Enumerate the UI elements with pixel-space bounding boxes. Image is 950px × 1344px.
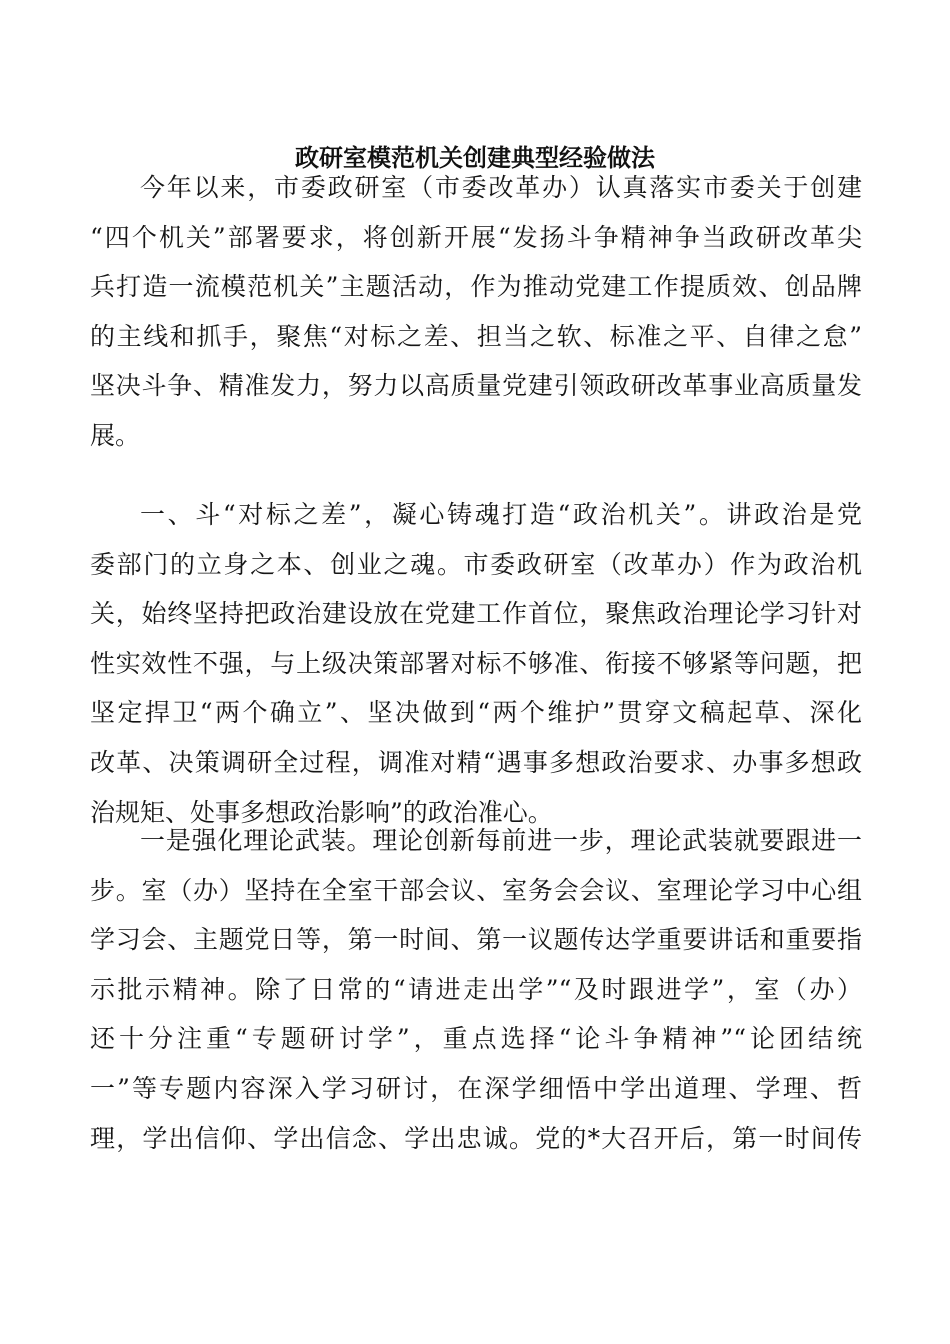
text-line: 今年以来，市委政研室（市委改革办）认真落实市委关于创建 bbox=[140, 173, 862, 202]
text-line: 坚定捍卫“两个确立”、坚决做到“两个维护”贯穿文稿起草、深化 bbox=[90, 698, 862, 728]
text-line: 改革、决策调研全过程，调准对精“遇事多想政治要求、办事多想政 bbox=[90, 747, 862, 777]
text-line: 还十分注重“专题研讨学”，重点选择“论斗争精神”“论团结统 bbox=[90, 1024, 862, 1054]
text-line: 展。 bbox=[90, 420, 141, 450]
text-line: 步。室（办）坚持在全室干部会议、室务会会议、室理论学习中心组 bbox=[90, 875, 862, 905]
text-line: 学习会、主题党日等，第一时间、第一议题传达学重要讲话和重要指 bbox=[90, 925, 862, 955]
text-line: 一是强化理论武装。理论创新每前进一步，理论武装就要跟进一 bbox=[140, 826, 862, 855]
text-line: 的主线和抓手，聚焦“对标之差、担当之软、标准之平、自律之怠” bbox=[90, 321, 862, 351]
text-line: 委部门的立身之本、创业之魂。市委政研室（改革办）作为政治机 bbox=[90, 549, 862, 579]
paragraph-section-one bbox=[90, 490, 862, 837]
text-line: 一、斗“对标之差”，凝心铸魂打造“政治机关”。讲政治是党 bbox=[140, 500, 862, 529]
paragraph-theory bbox=[90, 816, 862, 1163]
document-title: 政研室模范机关创建典型经验做法 bbox=[295, 143, 655, 172]
text-line: 性实效性不强，与上级决策部署对标不够准、衔接不够紧等问题，把 bbox=[90, 648, 862, 678]
text-line: 一”等专题内容深入学习研讨，在深学细悟中学出道理、学理、哲 bbox=[90, 1073, 862, 1103]
text-line: “四个机关”部署要求，将创新开展“发扬斗争精神争当政研改革尖 bbox=[90, 222, 862, 252]
text-line: 兵打造一流模范机关”主题活动，作为推动党建工作提质效、创品牌 bbox=[90, 272, 862, 302]
text-line: 理，学出信仰、学出信念、学出忠诚。党的*大召开后，第一时间传 bbox=[90, 1123, 862, 1153]
paragraph-intro bbox=[90, 163, 862, 461]
text-line: 坚决斗争、精准发力，努力以高质量党建引领政研改革事业高质量发 bbox=[90, 371, 862, 401]
text-line: 示批示精神。除了日常的“请进走出学”“及时跟进学”，室（办） bbox=[90, 974, 862, 1004]
text-line: 关，始终坚持把政治建设放在党建工作首位，聚焦政治理论学习针对 bbox=[90, 599, 862, 629]
text-line: 治规矩、处事多想政治影响”的政治准心。 bbox=[90, 797, 553, 827]
